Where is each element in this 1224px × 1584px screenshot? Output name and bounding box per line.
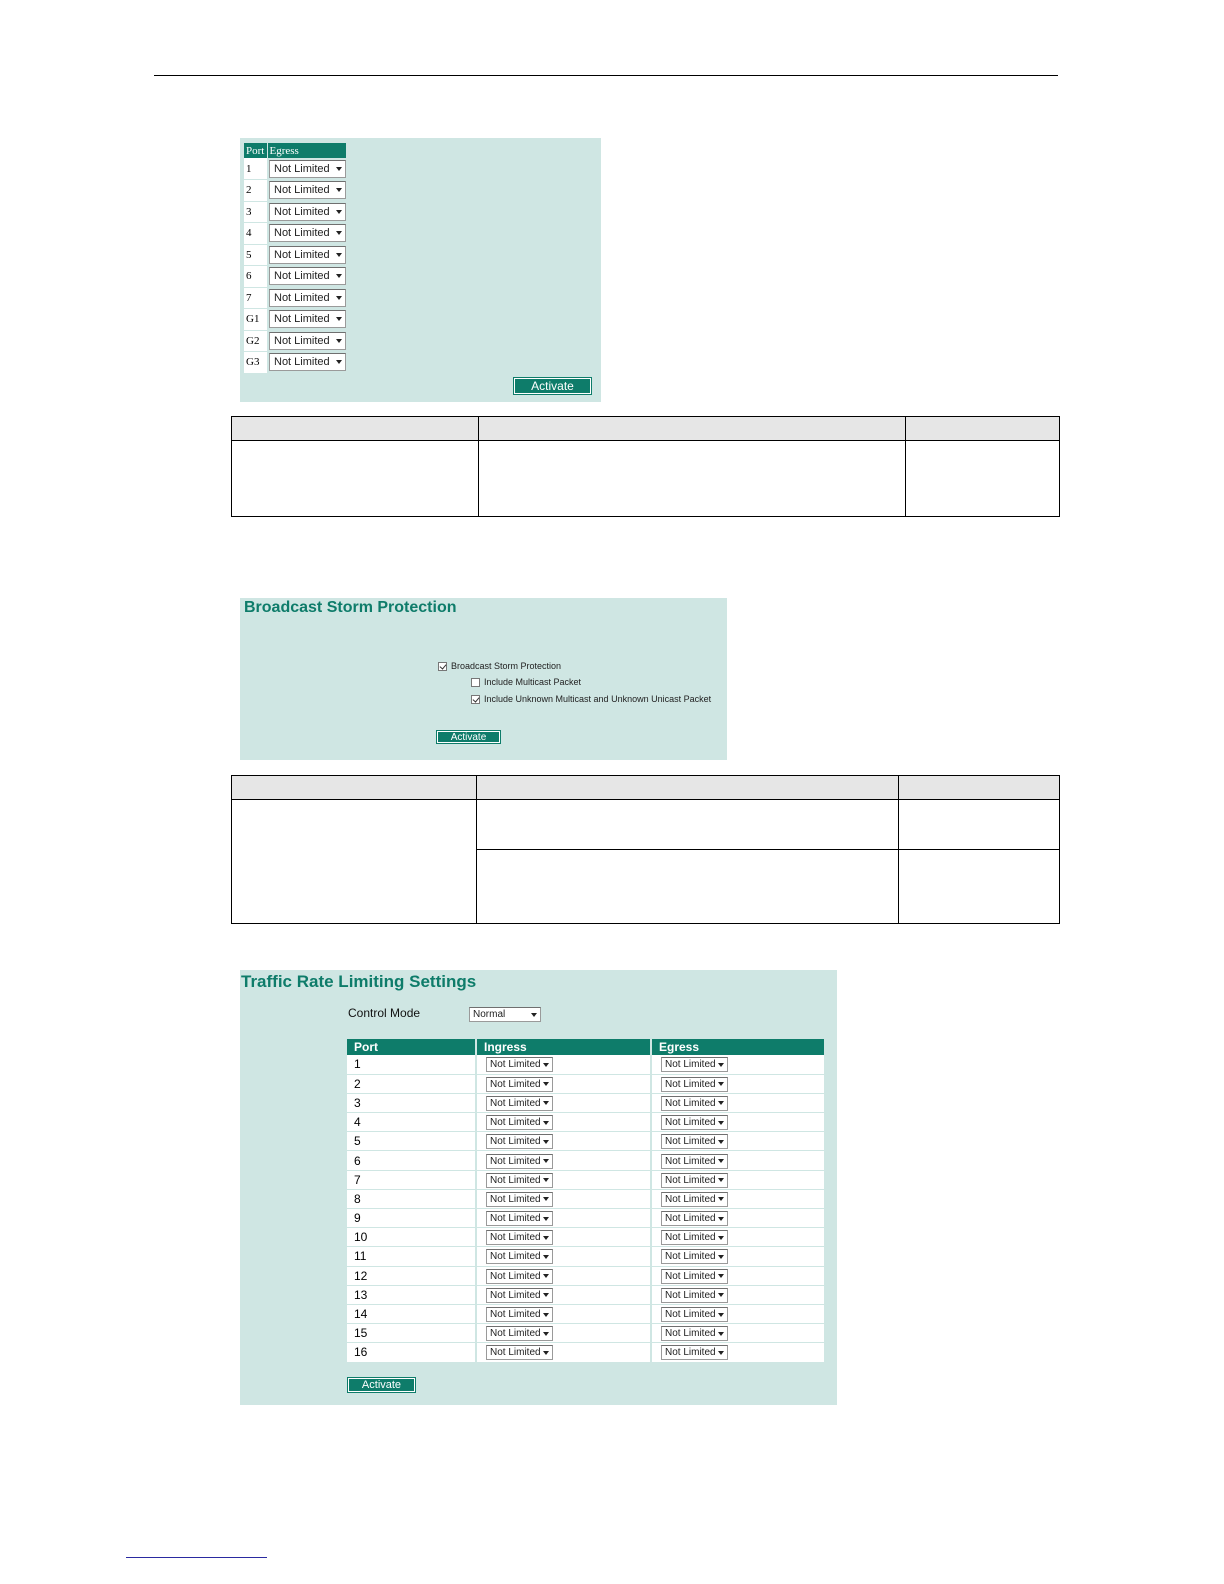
rate-select-value: Not Limited [490, 1232, 541, 1244]
chevron-down-icon [718, 1217, 724, 1221]
checkbox-label: Include Multicast Packet [484, 677, 582, 687]
chevron-down-icon [543, 1159, 549, 1163]
include-multicast-checkbox-row[interactable] [471, 677, 581, 687]
description-table [231, 775, 1060, 924]
table-row [347, 1189, 825, 1208]
ingress-cell [476, 1170, 651, 1189]
rate-select[interactable] [486, 1134, 553, 1149]
table-row [347, 1132, 825, 1151]
rate-select[interactable] [486, 1173, 553, 1188]
checkbox-label: Include Unknown Multicast and Unknown Unicast Packet [484, 694, 712, 704]
ingress-cell [476, 1113, 651, 1132]
activate-button[interactable]: Activate [348, 1378, 415, 1392]
egress-cell [267, 309, 346, 331]
rate-select[interactable] [486, 1077, 553, 1092]
control-mode-label: Control Mode [348, 1006, 421, 1020]
rate-select[interactable] [661, 1230, 728, 1245]
rate-limit-table [347, 1039, 826, 1363]
egress-table [244, 143, 347, 374]
table-row [347, 1151, 825, 1170]
table-header-row [232, 417, 1060, 441]
table-row [347, 1324, 825, 1343]
activate-button[interactable]: Activate [437, 731, 500, 743]
rate-select-value: Not Limited [490, 1270, 541, 1282]
egress-cell [267, 330, 346, 352]
egress-cell [651, 1132, 825, 1151]
table-row [244, 158, 346, 180]
ingress-cell [476, 1209, 651, 1228]
rate-select[interactable] [269, 160, 346, 178]
rate-select[interactable] [269, 246, 346, 264]
panel-title: Broadcast Storm Protection [244, 599, 457, 616]
egress-cell [651, 1055, 825, 1074]
include-unknown-checkbox-row[interactable] [471, 694, 711, 704]
table-row [347, 1170, 825, 1189]
table-row [244, 180, 346, 202]
header-cell [479, 417, 906, 441]
rate-select[interactable] [661, 1345, 728, 1360]
egress-cell [267, 180, 346, 202]
table-row [232, 441, 1060, 517]
port-cell: 5 [244, 244, 267, 266]
ingress-cell [476, 1074, 651, 1093]
table-row [347, 1343, 825, 1362]
chevron-down-icon [718, 1082, 724, 1086]
rate-select-value: Not Limited [490, 1213, 541, 1225]
rate-select-value: Not Limited [274, 313, 330, 326]
egress-cell [651, 1266, 825, 1285]
chevron-down-icon [336, 210, 342, 214]
table-cell [232, 441, 479, 517]
port-cell: 9 [347, 1209, 476, 1228]
rate-select-value: Not Limited [665, 1251, 716, 1263]
ingress-cell [476, 1247, 651, 1266]
egress-cell [651, 1113, 825, 1132]
header-cell [906, 417, 1060, 441]
ingress-cell [476, 1285, 651, 1304]
table-cell [899, 850, 1060, 924]
port-cell: G3 [244, 352, 267, 374]
chevron-down-icon [543, 1255, 549, 1259]
rate-select[interactable] [661, 1326, 728, 1341]
rate-select[interactable] [661, 1154, 728, 1169]
port-cell: 10 [347, 1228, 476, 1247]
ingress-cell [476, 1324, 651, 1343]
egress-cell [651, 1285, 825, 1304]
rate-select[interactable] [661, 1057, 728, 1072]
egress-cell [651, 1093, 825, 1112]
chevron-down-icon [543, 1274, 549, 1278]
rate-select[interactable] [661, 1249, 728, 1264]
ingress-cell [476, 1228, 651, 1247]
rate-select[interactable] [486, 1096, 553, 1111]
rate-select[interactable] [486, 1288, 553, 1303]
rate-select[interactable] [661, 1192, 728, 1207]
rate-select-value: Not Limited [665, 1078, 716, 1090]
chevron-down-icon [718, 1255, 724, 1259]
egress-cell [267, 244, 346, 266]
port-cell: 1 [244, 158, 267, 180]
rate-select[interactable] [269, 181, 346, 199]
rate-select-value: Not Limited [274, 162, 330, 175]
table-row [347, 1285, 825, 1304]
chevron-down-icon [336, 339, 342, 343]
chevron-down-icon [543, 1101, 549, 1105]
table-row [244, 309, 346, 331]
table-row [244, 244, 346, 266]
rate-select-value: Not Limited [274, 334, 330, 347]
chevron-down-icon [531, 1013, 537, 1017]
port-cell: 2 [244, 180, 267, 202]
chevron-down-icon [336, 253, 342, 257]
port-cell: 13 [347, 1285, 476, 1304]
rate-select[interactable] [269, 267, 346, 285]
rate-select-value: Not Limited [274, 205, 330, 218]
rate-select-value: Not Limited [490, 1117, 541, 1129]
table-cell [899, 800, 1060, 850]
rate-select-value: Not Limited [665, 1347, 716, 1359]
chevron-down-icon [543, 1313, 549, 1317]
port-cell: 8 [347, 1189, 476, 1208]
rate-select[interactable] [486, 1326, 553, 1341]
chevron-down-icon [336, 296, 342, 300]
chevron-down-icon [718, 1121, 724, 1125]
rate-select-value: Not Limited [490, 1174, 541, 1186]
egress-cell [651, 1324, 825, 1343]
chevron-down-icon [718, 1178, 724, 1182]
rate-select[interactable] [486, 1115, 553, 1130]
table-cell [477, 800, 899, 850]
chevron-down-icon [543, 1197, 549, 1201]
rate-select-value: Not Limited [665, 1136, 716, 1148]
rate-select-value: Not Limited [490, 1078, 541, 1090]
egress-cell [651, 1170, 825, 1189]
page-header-rule [154, 75, 1058, 76]
table-row [347, 1304, 825, 1323]
rate-select-value: Not Limited [490, 1309, 541, 1321]
ingress-cell [476, 1093, 651, 1112]
checkbox[interactable] [438, 662, 447, 671]
egress-column-header: Egress [267, 143, 346, 158]
rate-select-value: Not Limited [665, 1289, 716, 1301]
rate-select[interactable] [486, 1211, 553, 1226]
table-row [244, 266, 346, 288]
table-row [347, 1055, 825, 1074]
chevron-down-icon [718, 1063, 724, 1067]
rate-select[interactable] [269, 203, 346, 221]
control-mode-select[interactable] [469, 1007, 541, 1022]
chevron-down-icon [718, 1313, 724, 1317]
rate-select-value: Not Limited [665, 1155, 716, 1167]
footnote-rule [126, 1557, 267, 1558]
egress-cell [651, 1343, 825, 1362]
chevron-down-icon [543, 1063, 549, 1067]
chevron-down-icon [543, 1293, 549, 1297]
rate-select-value: Not Limited [665, 1270, 716, 1282]
chevron-down-icon [543, 1332, 549, 1336]
table-cell [906, 441, 1060, 517]
rate-select[interactable] [661, 1211, 728, 1226]
egress-cell [651, 1228, 825, 1247]
port-cell: 14 [347, 1304, 476, 1323]
rate-limit-table-header [347, 1039, 825, 1055]
egress-rate-panel [240, 138, 601, 402]
egress-cell [651, 1247, 825, 1266]
ingress-column-header: Ingress [476, 1039, 651, 1055]
header-cell [477, 776, 899, 800]
panel-title: Traffic Rate Limiting Settings [241, 972, 477, 991]
table-row [244, 201, 346, 223]
table-row [347, 1093, 825, 1112]
rate-select-value: Not Limited [665, 1174, 716, 1186]
rate-select[interactable] [486, 1345, 553, 1360]
rate-select[interactable] [269, 224, 346, 242]
egress-cell [267, 352, 346, 374]
table-row [347, 1266, 825, 1285]
table-cell [477, 850, 899, 924]
chevron-down-icon [718, 1101, 724, 1105]
rate-select-value: Not Limited [490, 1328, 541, 1340]
ingress-cell [476, 1266, 651, 1285]
ingress-cell [476, 1343, 651, 1362]
port-cell: 7 [347, 1170, 476, 1189]
table-row [347, 1209, 825, 1228]
rate-select[interactable] [269, 310, 346, 328]
port-cell: 3 [347, 1093, 476, 1112]
table-cell [232, 800, 477, 924]
rate-select[interactable] [661, 1115, 728, 1130]
ingress-cell [476, 1151, 651, 1170]
rate-select-value: Not Limited [274, 227, 330, 240]
chevron-down-icon [718, 1274, 724, 1278]
header-cell [899, 776, 1060, 800]
rate-select-value: Not Limited [490, 1347, 541, 1359]
rate-select[interactable] [661, 1173, 728, 1188]
egress-cell [267, 158, 346, 180]
port-column-header: Port [244, 143, 267, 158]
chevron-down-icon [718, 1332, 724, 1336]
ingress-cell [476, 1189, 651, 1208]
chevron-down-icon [543, 1140, 549, 1144]
rate-select-value: Not Limited [490, 1289, 541, 1301]
port-cell: 16 [347, 1343, 476, 1362]
traffic-rate-limiting-panel [240, 970, 837, 1405]
rate-select-value: Not Limited [274, 291, 330, 304]
table-row [347, 1247, 825, 1266]
broadcast-storm-panel [240, 598, 727, 760]
checkbox[interactable] [471, 695, 480, 704]
port-cell: G2 [244, 330, 267, 352]
egress-table-header [244, 143, 346, 158]
rate-select-value: Not Limited [665, 1232, 716, 1244]
rate-select-value: Not Limited [490, 1155, 541, 1167]
rate-select-value: Not Limited [665, 1213, 716, 1225]
rate-select[interactable] [486, 1057, 553, 1072]
chevron-down-icon [336, 188, 342, 192]
ingress-cell [476, 1055, 651, 1074]
rate-select[interactable] [486, 1154, 553, 1169]
table-row [244, 330, 346, 352]
port-cell: 1 [347, 1055, 476, 1074]
rate-select[interactable] [269, 289, 346, 307]
rate-select-value: Not Limited [274, 248, 330, 261]
rate-select[interactable] [661, 1134, 728, 1149]
table-header-row [232, 776, 1060, 800]
table-cell [479, 441, 906, 517]
rate-select-value: Not Limited [665, 1328, 716, 1340]
port-cell: 12 [347, 1266, 476, 1285]
egress-cell [651, 1151, 825, 1170]
chevron-down-icon [543, 1082, 549, 1086]
rate-select-value: Not Limited [665, 1059, 716, 1071]
table-row [347, 1074, 825, 1093]
chevron-down-icon [336, 274, 342, 278]
port-cell: 15 [347, 1324, 476, 1343]
egress-cell [651, 1074, 825, 1093]
egress-cell [651, 1189, 825, 1208]
port-cell: 5 [347, 1132, 476, 1151]
control-mode-value: Normal [473, 1009, 506, 1020]
rate-select[interactable] [269, 332, 346, 350]
port-cell: 4 [244, 223, 267, 245]
table-row [244, 223, 346, 245]
rate-select-value: Not Limited [490, 1136, 541, 1148]
checkbox[interactable] [471, 678, 480, 687]
chevron-down-icon [718, 1159, 724, 1163]
rate-select[interactable] [269, 353, 346, 371]
egress-cell [267, 223, 346, 245]
port-cell: 3 [244, 201, 267, 223]
table-row [347, 1113, 825, 1132]
port-cell: 11 [347, 1247, 476, 1266]
egress-cell [267, 266, 346, 288]
rate-select[interactable] [661, 1288, 728, 1303]
activate-button[interactable]: Activate [514, 378, 591, 394]
egress-cell [267, 287, 346, 309]
port-cell: 4 [347, 1113, 476, 1132]
egress-cell [267, 201, 346, 223]
chevron-down-icon [336, 167, 342, 171]
rate-select[interactable] [661, 1077, 728, 1092]
chevron-down-icon [718, 1351, 724, 1355]
rate-select-value: Not Limited [665, 1193, 716, 1205]
rate-select-value: Not Limited [665, 1309, 716, 1321]
broadcast-storm-checkbox-row[interactable] [438, 661, 561, 671]
chevron-down-icon [718, 1236, 724, 1240]
rate-select[interactable] [486, 1307, 553, 1322]
rate-select-value: Not Limited [274, 184, 330, 197]
ingress-cell [476, 1304, 651, 1323]
chevron-down-icon [336, 231, 342, 235]
table-row [232, 800, 1060, 850]
chevron-down-icon [718, 1140, 724, 1144]
ingress-cell [476, 1132, 651, 1151]
rate-select-value: Not Limited [665, 1117, 716, 1129]
chevron-down-icon [543, 1217, 549, 1221]
chevron-down-icon [336, 317, 342, 321]
table-row [347, 1228, 825, 1247]
rate-select[interactable] [486, 1269, 553, 1284]
chevron-down-icon [718, 1293, 724, 1297]
rate-select-value: Not Limited [274, 356, 330, 369]
chevron-down-icon [336, 360, 342, 364]
port-cell: 7 [244, 287, 267, 309]
header-cell [232, 776, 477, 800]
port-cell: 6 [347, 1151, 476, 1170]
egress-cell [651, 1304, 825, 1323]
rate-select[interactable] [661, 1096, 728, 1111]
chevron-down-icon [543, 1351, 549, 1355]
description-table [231, 416, 1060, 517]
rate-select[interactable] [661, 1307, 728, 1322]
port-column-header: Port [347, 1039, 476, 1055]
port-cell: G1 [244, 309, 267, 331]
chevron-down-icon [543, 1121, 549, 1125]
egress-column-header: Egress [651, 1039, 825, 1055]
chevron-down-icon [543, 1178, 549, 1182]
port-cell: 6 [244, 266, 267, 288]
rate-select-value: Not Limited [490, 1059, 541, 1071]
checkbox-label: Broadcast Storm Protection [451, 661, 562, 671]
rate-select[interactable] [486, 1192, 553, 1207]
port-cell: 2 [347, 1074, 476, 1093]
egress-cell [651, 1209, 825, 1228]
rate-select-value: Not Limited [490, 1193, 541, 1205]
rate-select-value: Not Limited [274, 270, 330, 283]
chevron-down-icon [543, 1236, 549, 1240]
chevron-down-icon [718, 1197, 724, 1201]
rate-select[interactable] [486, 1230, 553, 1245]
rate-select-value: Not Limited [490, 1097, 541, 1109]
rate-select[interactable] [661, 1269, 728, 1284]
rate-select-value: Not Limited [665, 1097, 716, 1109]
rate-select-value: Not Limited [490, 1251, 541, 1263]
rate-select[interactable] [486, 1249, 553, 1264]
table-row [244, 352, 346, 374]
table-row [244, 287, 346, 309]
header-cell [232, 417, 479, 441]
